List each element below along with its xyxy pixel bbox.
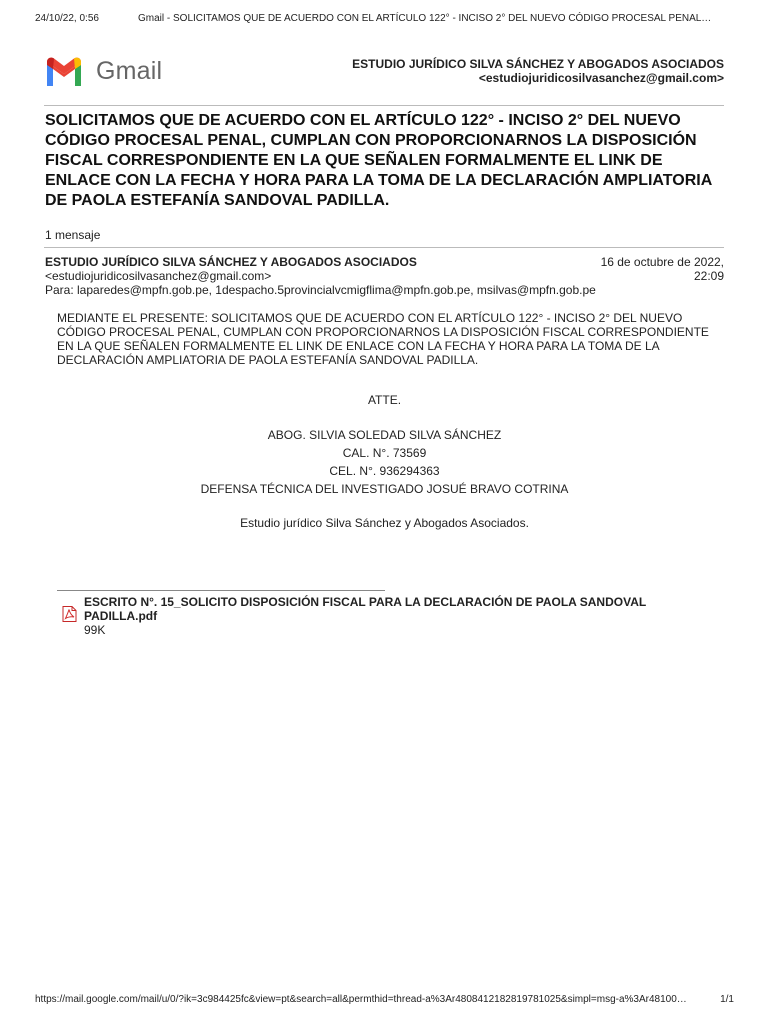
recipients-line: Para: laparedes@mpfn.gob.pe, 1despacho.5provincialvcmigflima@mpfn.gob.pe, msilvas@mpfn.gob.pe xyxy=(45,283,596,297)
message-body: MEDIANTE EL PRESENTE: SOLICITAMOS QUE DE ACUERDO CON EL ARTÍCULO 122° - INCISO 2° DEL NUEVO CÓDIGO PROCESAL PENAL, CUMPLAN CON PROPORCIONARNOS LA DISPOSICIÓN FISCAL CORRESPONDIENTE EN LA QUE SEÑALEN FORMALMENTE EL LINK DE ENLACE CON LA FECHA Y HORA PARA LA TOMA DE LA DECLARACIÓN AMPLIATORIA DE PAOLA ESTEFANÍA SANDOVAL PADILLA. xyxy=(57,311,709,367)
signature-cal: CAL. N°. 73569 xyxy=(342,446,427,460)
gmail-brand[interactable] xyxy=(44,55,162,87)
page-number: 1/1 xyxy=(720,994,734,1005)
account-name: ESTUDIO JURÍDICO SILVA SÁNCHEZ Y ABOGADOS ASOCIADOS xyxy=(352,57,724,71)
closing: ATTE. xyxy=(367,393,402,407)
account-email: <estudiojuridicosilvasanchez@gmail.com> xyxy=(478,71,724,85)
gmail-logo-icon xyxy=(44,56,84,86)
sender-name: ESTUDIO JURÍDICO SILVA SÁNCHEZ Y ABOGADOS ASOCIADOS xyxy=(45,255,417,269)
attachment-divider xyxy=(57,590,385,591)
sender-email: <estudiojuridicosilvasanchez@gmail.com> xyxy=(45,269,272,283)
signature-role: DEFENSA TÉCNICA DEL INVESTIGADO JOSUÉ BRAVO COTRINA xyxy=(200,482,569,496)
attachment-size: 99K xyxy=(84,623,106,637)
message-date xyxy=(601,255,724,283)
header-divider xyxy=(44,105,724,106)
attachment-filename[interactable]: ESCRITO N°. 15_SOLICITO DISPOSICIÓN FISCAL PARA LA DECLARACIÓN DE PAOLA SANDOVAL PADILLA.pdf xyxy=(84,595,646,623)
signature-cel: CEL. N°. 936294363 xyxy=(329,464,440,478)
print-page-title: Gmail - SOLICITAMOS QUE DE ACUERDO CON EL ARTÍCULO 122° - INCISO 2° DEL NUEVO CÓDIGO PROCESAL PENAL… xyxy=(138,13,712,24)
message-count: 1 mensaje xyxy=(45,228,101,242)
print-header xyxy=(0,13,768,29)
print-footer xyxy=(0,994,768,1010)
pdf-file-icon[interactable] xyxy=(62,606,77,627)
thread-subject: SOLICITAMOS QUE DE ACUERDO CON EL ARTÍCULO 122° - INCISO 2° DEL NUEVO CÓDIGO PROCESAL PENAL, CUMPLAN CON PROPORCIONARNOS LA DISPOSICIÓN FISCAL CORRESPONDIENTE EN LA QUE SEÑALEN FORMALMENTE EL LINK DE ENLACE CON LA FECHA Y HORA PARA LA TOMA DE LA DECLARACIÓN AMPLIATORIA DE PAOLA ESTEFANÍA SANDOVAL PADILLA. xyxy=(45,112,712,209)
message-divider xyxy=(44,247,724,248)
message-date-day: 16 de octubre de 2022, xyxy=(600,255,724,269)
print-datetime: 24/10/22, 0:56 xyxy=(35,13,99,24)
message-date-time: 22:09 xyxy=(693,269,724,283)
signature-firm: Estudio jurídico Silva Sánchez y Abogados Asociados. xyxy=(240,516,529,530)
account-info xyxy=(352,57,724,85)
gmail-wordmark: Gmail xyxy=(96,56,163,85)
signature-name: ABOG. SILVIA SOLEDAD SILVA SÁNCHEZ xyxy=(267,428,502,442)
print-url: https://mail.google.com/mail/u/0/?ik=3c984425fc&view=pt&search=all&permthid=thread-a%3Ar4808412182819781025&simpl=msg-a%3Ar48100… xyxy=(35,994,687,1005)
